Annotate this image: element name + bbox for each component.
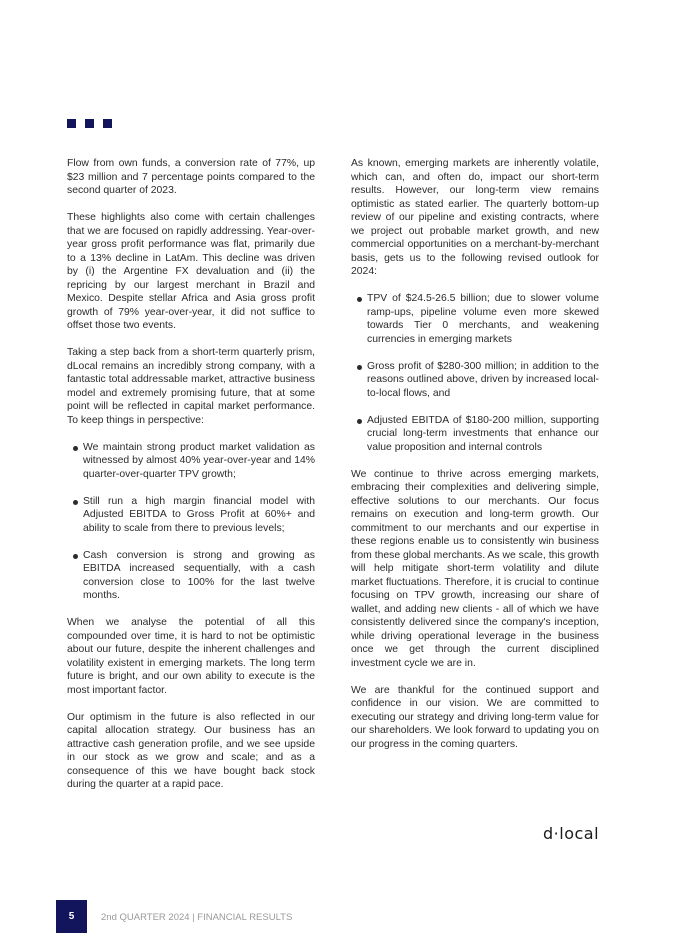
left-column (67, 157, 315, 805)
right-column (351, 157, 599, 765)
square-1 (67, 119, 76, 128)
list-item: We maintain strong product market validation as witnessed by almost 40% year-over-year and 14% quarter-over-quarter TPV growth; (67, 441, 315, 482)
dlocal-logo: d·local (543, 824, 600, 843)
paragraph: As known, emerging markets are inherently volatile, which can, and often do, impact our short-term results. However, our long-term view remains optimistic as stated earlier. The quarterly bottom-up review of our pipeline and existing contracts, where we project out probable market growth, and new commercial opportunities on a merchant-by-merchant basis, gets us to the following revised outlook for 2024: (351, 158, 599, 277)
paragraph: These highlights also come with certain challenges that we are focused on rapidly addressing. Year-over-year gross profit performance was flat, primarily due to a 13% decline in LatAm. This decline was driven by (i) the Argentine FX devaluation and (ii) the repricing by our largest merchant in Brazil and Mexico. Despite stellar Africa and Asia gross profit growth of 79% year-over-year, it did not suffice to offset those two events. (67, 212, 315, 331)
perspective-list (67, 441, 315, 603)
paragraph: Our optimism in the future is also reflected in our capital allocation strategy. Our business has an attractive cash generation profile, and we see upside in our stock as we grow and scale; and as a consequence of this we have bought back stock during the quarter at a rapid pace. (67, 711, 315, 790)
paragraph: Flow from own funds, a conversion rate of 77%, up $23 million and 7 percentage points compared to the second quarter of 2023. (67, 158, 315, 196)
paragraph: When we analyse the potential of all this compounded over time, it is hard to not be optimistic about our future, despite the inherent challenges and volatility existent in emerging markets. The long term future is bright, and our own ability to execute is the most important factor. (67, 617, 315, 696)
outlook-list (351, 292, 599, 454)
square-3 (103, 119, 112, 128)
page-number-badge (56, 900, 87, 933)
list-item: TPV of $24.5-26.5 billion; due to slower volume ramp-ups, pipeline volume even more skewed towards Tier 0 merchants, and weakening currencies in emerging markets (351, 292, 599, 346)
footer-title: 2nd QUARTER 2024 | FINANCIAL RESULTS (101, 912, 293, 923)
paragraph: Taking a step back from a short-term quarterly prism, dLocal remains an incredibly strong company, with a fantastic total addressable market, attractive business model and extremely promising future, that at some point will be reflected in capital market performance. To keep things in perspective: (67, 347, 315, 426)
paragraph: We continue to thrive across emerging markets, embracing their complexities and delivering simple, effective solutions to our merchants. Our focus remains on execution and long-term growth. Our commitment to our merchants and our expertise in these regions enable us to consistently win business from these global merchants. As we scale, this growth will help mitigate short-term volatility and dilute market fluctuations. Therefore, it is crucial to continue focusing on TPV growth, increasing our share of wallet, and adding new clients - all of which we have consistently delivered since the company's inception, while driving operational leverage in the business once we get through the current disciplined investment cycle we are in. (351, 468, 599, 669)
square-2 (85, 119, 94, 128)
list-item: Gross profit of $280-300 million; in addition to the reasons outlined above, driven by increased local-to-local flows, and (351, 360, 599, 401)
list-item: Adjusted EBITDA of $180-200 million, supporting crucial long-term investments that enhance our value proposition and internal controls (351, 414, 599, 455)
list-item: Cash conversion is strong and growing as EBITDA increased sequentially, with a cash conversion close to 100% for the last twelve months. (67, 549, 315, 603)
decorative-squares (67, 119, 112, 128)
paragraph: We are thankful for the continued support and confidence in our vision. We are committed to executing our strategy and driving long-term value for our shareholders. We look forward to updating you on our progress in the coming quarters. (351, 684, 599, 750)
list-item: Still run a high margin financial model with Adjusted EBITDA to Gross Profit at 60%+ and ability to scale from there to previous levels; (67, 495, 315, 536)
page-number: 5 (68, 911, 75, 922)
